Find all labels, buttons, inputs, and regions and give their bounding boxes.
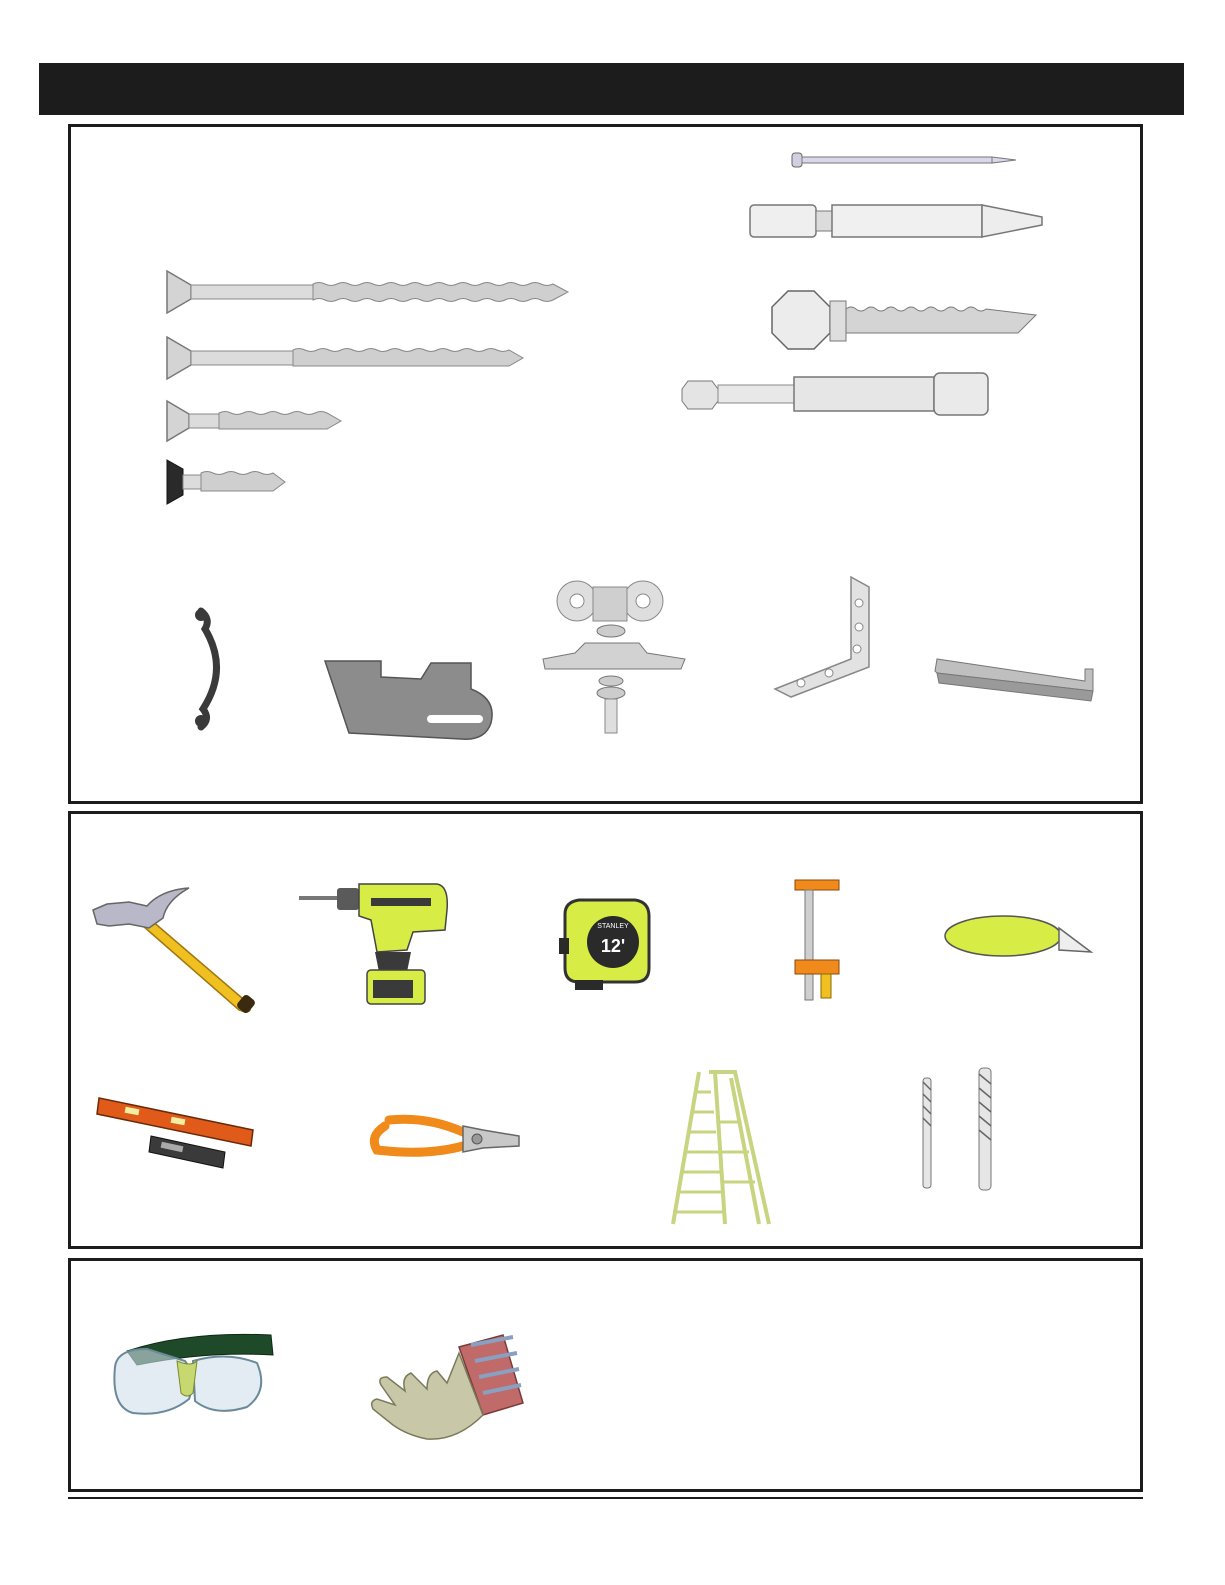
- corner-brace-icon: [771, 573, 879, 703]
- step-ladder-icon: [669, 1068, 775, 1228]
- safety-panel: [68, 1258, 1143, 1492]
- hook-bracket-icon: [931, 653, 1097, 709]
- short-screw-icon: [163, 397, 345, 445]
- medium-screw-icon: [163, 333, 527, 383]
- pliers-icon: [367, 1106, 523, 1174]
- door-handle-icon: [185, 605, 221, 731]
- tape-brand-label: STANLEY: [597, 923, 629, 930]
- hex-screw-icon: [768, 285, 1040, 357]
- header-bar: [39, 63, 1184, 115]
- work-gloves-icon: [367, 1333, 525, 1445]
- hammer-icon: [89, 880, 257, 1016]
- nail-icon: [790, 151, 1018, 169]
- long-screw-icon: [163, 267, 573, 317]
- safety-goggles-icon: [107, 1321, 277, 1421]
- bar-clamp-icon: [791, 876, 843, 1006]
- footer-rule: [68, 1497, 1143, 1499]
- screwdriver-bit-icon: [746, 199, 1046, 243]
- drill-bits-icon: [919, 1064, 999, 1194]
- wood-screw-icon: [163, 457, 289, 507]
- floor-bracket-icon: [321, 653, 501, 743]
- level-icon: [95, 1090, 257, 1182]
- nut-driver-icon: [678, 367, 992, 421]
- hardware-panel: [68, 124, 1143, 804]
- cordless-drill-icon: [297, 880, 449, 1008]
- utility-knife-icon: [941, 908, 1093, 964]
- tape-size-label: 12': [600, 936, 626, 956]
- tape-measure-icon: [557, 894, 653, 994]
- roller-trolley-icon: [535, 573, 693, 739]
- tools-panel: [68, 811, 1143, 1249]
